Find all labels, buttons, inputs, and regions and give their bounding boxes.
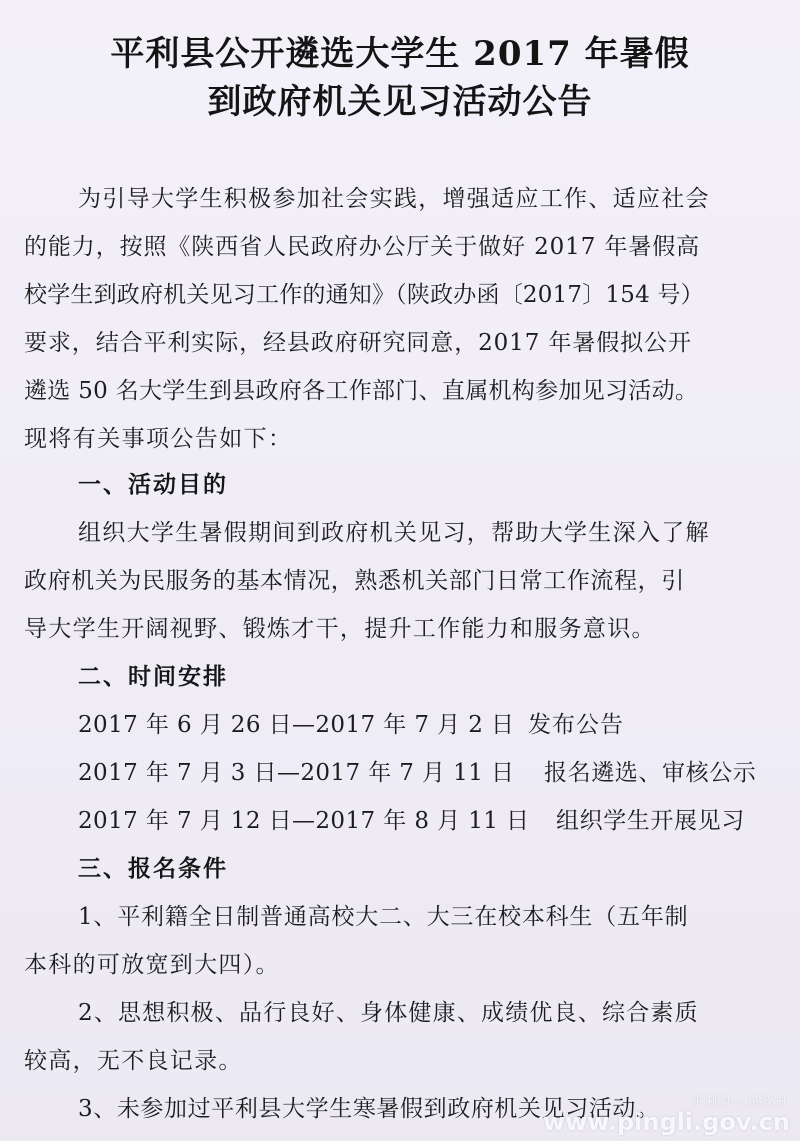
schedule-event: 发布公告 [528, 712, 624, 738]
site-watermark [543, 1095, 790, 1135]
purpose-line: 导大学生开阔视野、锻炼才干，提升工作能力和服务意识。 [24, 616, 656, 642]
purpose-line: 政府机关为民服务的基本情况，熟悉机关部门日常工作流程，引 [24, 568, 685, 594]
intro-line: 遴选 50 名大学生到县政府各工作部门、直属机构参加见习活动。 [24, 378, 699, 404]
document-title-line-2: 到政府机关见习活动公告 [207, 82, 593, 122]
intro-line: 为引导大学生积极参加社会实践，增强适应工作、适应社会 [78, 186, 710, 212]
section-heading-requirements: 三、报名条件 [78, 856, 228, 882]
watermark-site-name: 平利县人民政府 [692, 1095, 790, 1108]
section-heading-schedule: 二、时间安排 [78, 664, 228, 690]
section-heading-purpose: 一、活动目的 [78, 472, 228, 498]
intro-line: 现将有关事项公告如下： [24, 426, 293, 452]
intro-line: 校学生到政府机关见习工作的通知》（陕政办函〔2017〕154 号） [24, 282, 704, 308]
requirement-line: 1、平利籍全日制普通高校大二、大三在校本科生（五年制 [78, 904, 689, 930]
schedule-event: 组织学生开展见习 [556, 808, 745, 834]
intro-line: 的能力，按照《陕西省人民政府办公厅关于做好 2017 年暑假高 [24, 234, 701, 260]
purpose-line: 组织大学生暑假期间到政府机关见习，帮助大学生深入了解 [78, 520, 710, 546]
requirement-line: 本科的可放宽到大四）。 [24, 952, 280, 978]
schedule-event: 报名遴选、审核公示 [544, 760, 757, 786]
schedule-date: 2017 年 6 月 26 日—2017 年 7 月 2 日 [78, 712, 515, 738]
schedule-date: 2017 年 7 月 12 日—2017 年 8 月 11 日 [78, 808, 530, 834]
schedule-date: 2017 年 7 月 3 日—2017 年 7 月 11 日 [78, 760, 515, 786]
requirement-line: 较高，无不良记录。 [24, 1048, 243, 1074]
requirement-line: 2、思想积极、品行良好、身体健康、成绩优良、综合素质 [78, 1000, 699, 1026]
watermark-url: www.pingli.gov.cn [542, 1108, 790, 1136]
requirement-line: 3、未参加过平利县大学生寒暑假到政府机关见习活动。 [78, 1096, 660, 1122]
intro-line: 要求，结合平利实际，经县政府研究同意，2017 年暑假拟公开 [24, 330, 692, 356]
document-title-line-1: 平利县公开遴选大学生 2017 年暑假 [110, 34, 690, 74]
